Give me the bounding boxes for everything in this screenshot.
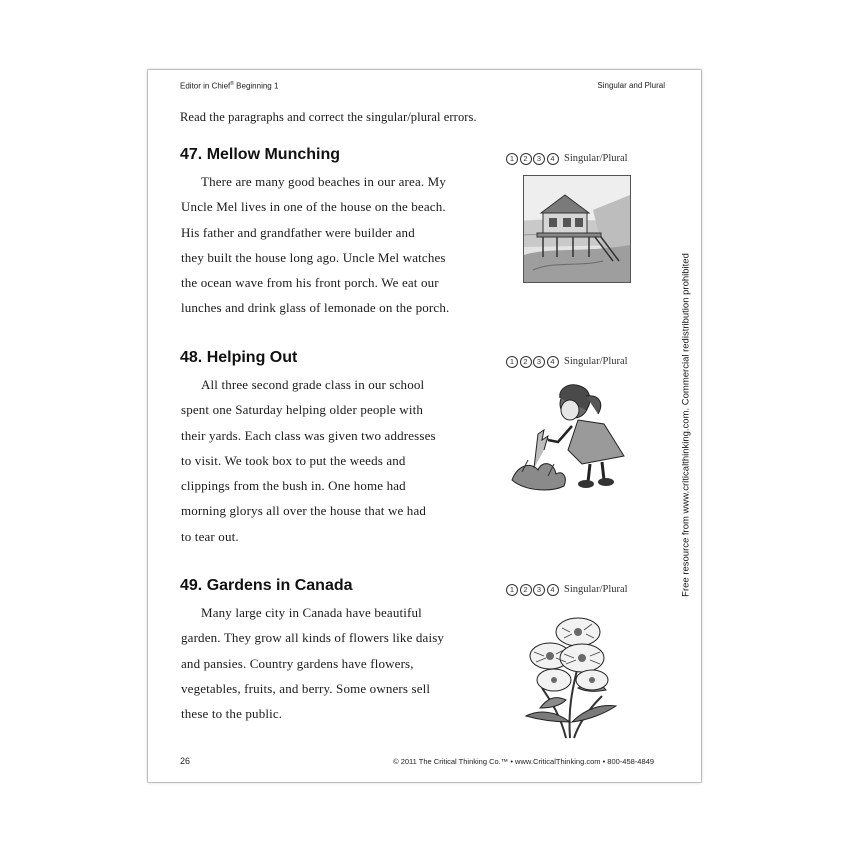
skill-label: Singular/Plural — [564, 153, 628, 164]
paragraph-line: His father and grandfather were builder and — [181, 224, 415, 240]
section-47-skill-steps — [506, 153, 628, 165]
step-3-circle: 3 — [533, 356, 545, 368]
section-47-title: 47. Mellow Munching — [180, 146, 341, 163]
step-1-circle: 1 — [506, 356, 518, 368]
flowers-illustration — [520, 610, 620, 740]
girl-gardening-illustration — [508, 380, 632, 496]
section-47-paragraph — [181, 169, 511, 321]
page-number: 26 — [180, 756, 191, 766]
section-48-title: 48. Helping Out — [180, 349, 298, 366]
beach-house-illustration — [523, 175, 631, 283]
paragraph-line: clippings from the bush in. One home had — [181, 478, 406, 494]
step-4-circle: 4 — [547, 584, 559, 596]
paragraph-line: to visit. We took box to put the weeds and — [181, 452, 406, 468]
paragraph-line: vegetables, fruits, and berry. Some owners sell — [181, 680, 431, 696]
step-4-circle: 4 — [547, 356, 559, 368]
paragraph-line: these to the public. — [181, 706, 283, 722]
paragraph-line: Many large city in Canada have beautiful — [201, 605, 422, 620]
paragraph-line: and pansies. Country gardens have flowers, — [181, 655, 414, 671]
redistribution-notice: Free resource from www.criticalthinking.com. Commercial redistribution prohibited — [680, 253, 692, 597]
step-2-circle: 2 — [520, 356, 532, 368]
step-1-circle: 1 — [506, 584, 518, 596]
header-book-title: Editor in Chief® Beginning 1 — [180, 81, 279, 91]
skill-label: Singular/Plural — [564, 356, 628, 367]
step-4-circle: 4 — [547, 153, 559, 165]
paragraph-line: to tear out. — [181, 528, 239, 544]
instructions: Read the paragraphs and correct the singular/plural errors. — [180, 110, 477, 124]
skill-label: Singular/Plural — [564, 584, 628, 595]
paragraph-line: spent one Saturday helping older people with — [181, 402, 423, 418]
paragraph-line: All three second grade class in our school — [201, 377, 425, 392]
paragraph-line: There are many good beaches in our area. My — [201, 174, 447, 189]
step-3-circle: 3 — [533, 153, 545, 165]
paragraph-line: Uncle Mel lives in one of the house on the beach. — [181, 199, 446, 215]
paragraph-line: morning glorys all over the house that we had — [181, 503, 427, 519]
copyright-footer: © 2011 The Critical Thinking Co.™ • www.CriticalThinking.com • 800-458-4849 — [393, 757, 654, 766]
paragraph-line: their yards. Each class was given two addresses — [181, 427, 436, 443]
section-49-paragraph — [181, 600, 511, 726]
paragraph-line: garden. They grow all kinds of flowers like daisy — [181, 630, 445, 646]
step-1-circle: 1 — [506, 153, 518, 165]
section-48-skill-steps — [506, 356, 628, 368]
step-2-circle: 2 — [520, 153, 532, 165]
paragraph-line: lunches and drink glass of lemonade on the porch. — [181, 300, 450, 316]
step-3-circle: 3 — [533, 584, 545, 596]
section-49-skill-steps — [506, 584, 628, 596]
paragraph-line: the ocean wave from his front porch. We eat our — [181, 275, 439, 291]
section-48-paragraph — [181, 372, 511, 549]
paragraph-line: they built the house long ago. Uncle Mel watches — [181, 249, 446, 265]
section-49-title: 49. Gardens in Canada — [180, 577, 353, 594]
header-topic: Singular and Plural — [597, 81, 665, 90]
step-2-circle: 2 — [520, 584, 532, 596]
